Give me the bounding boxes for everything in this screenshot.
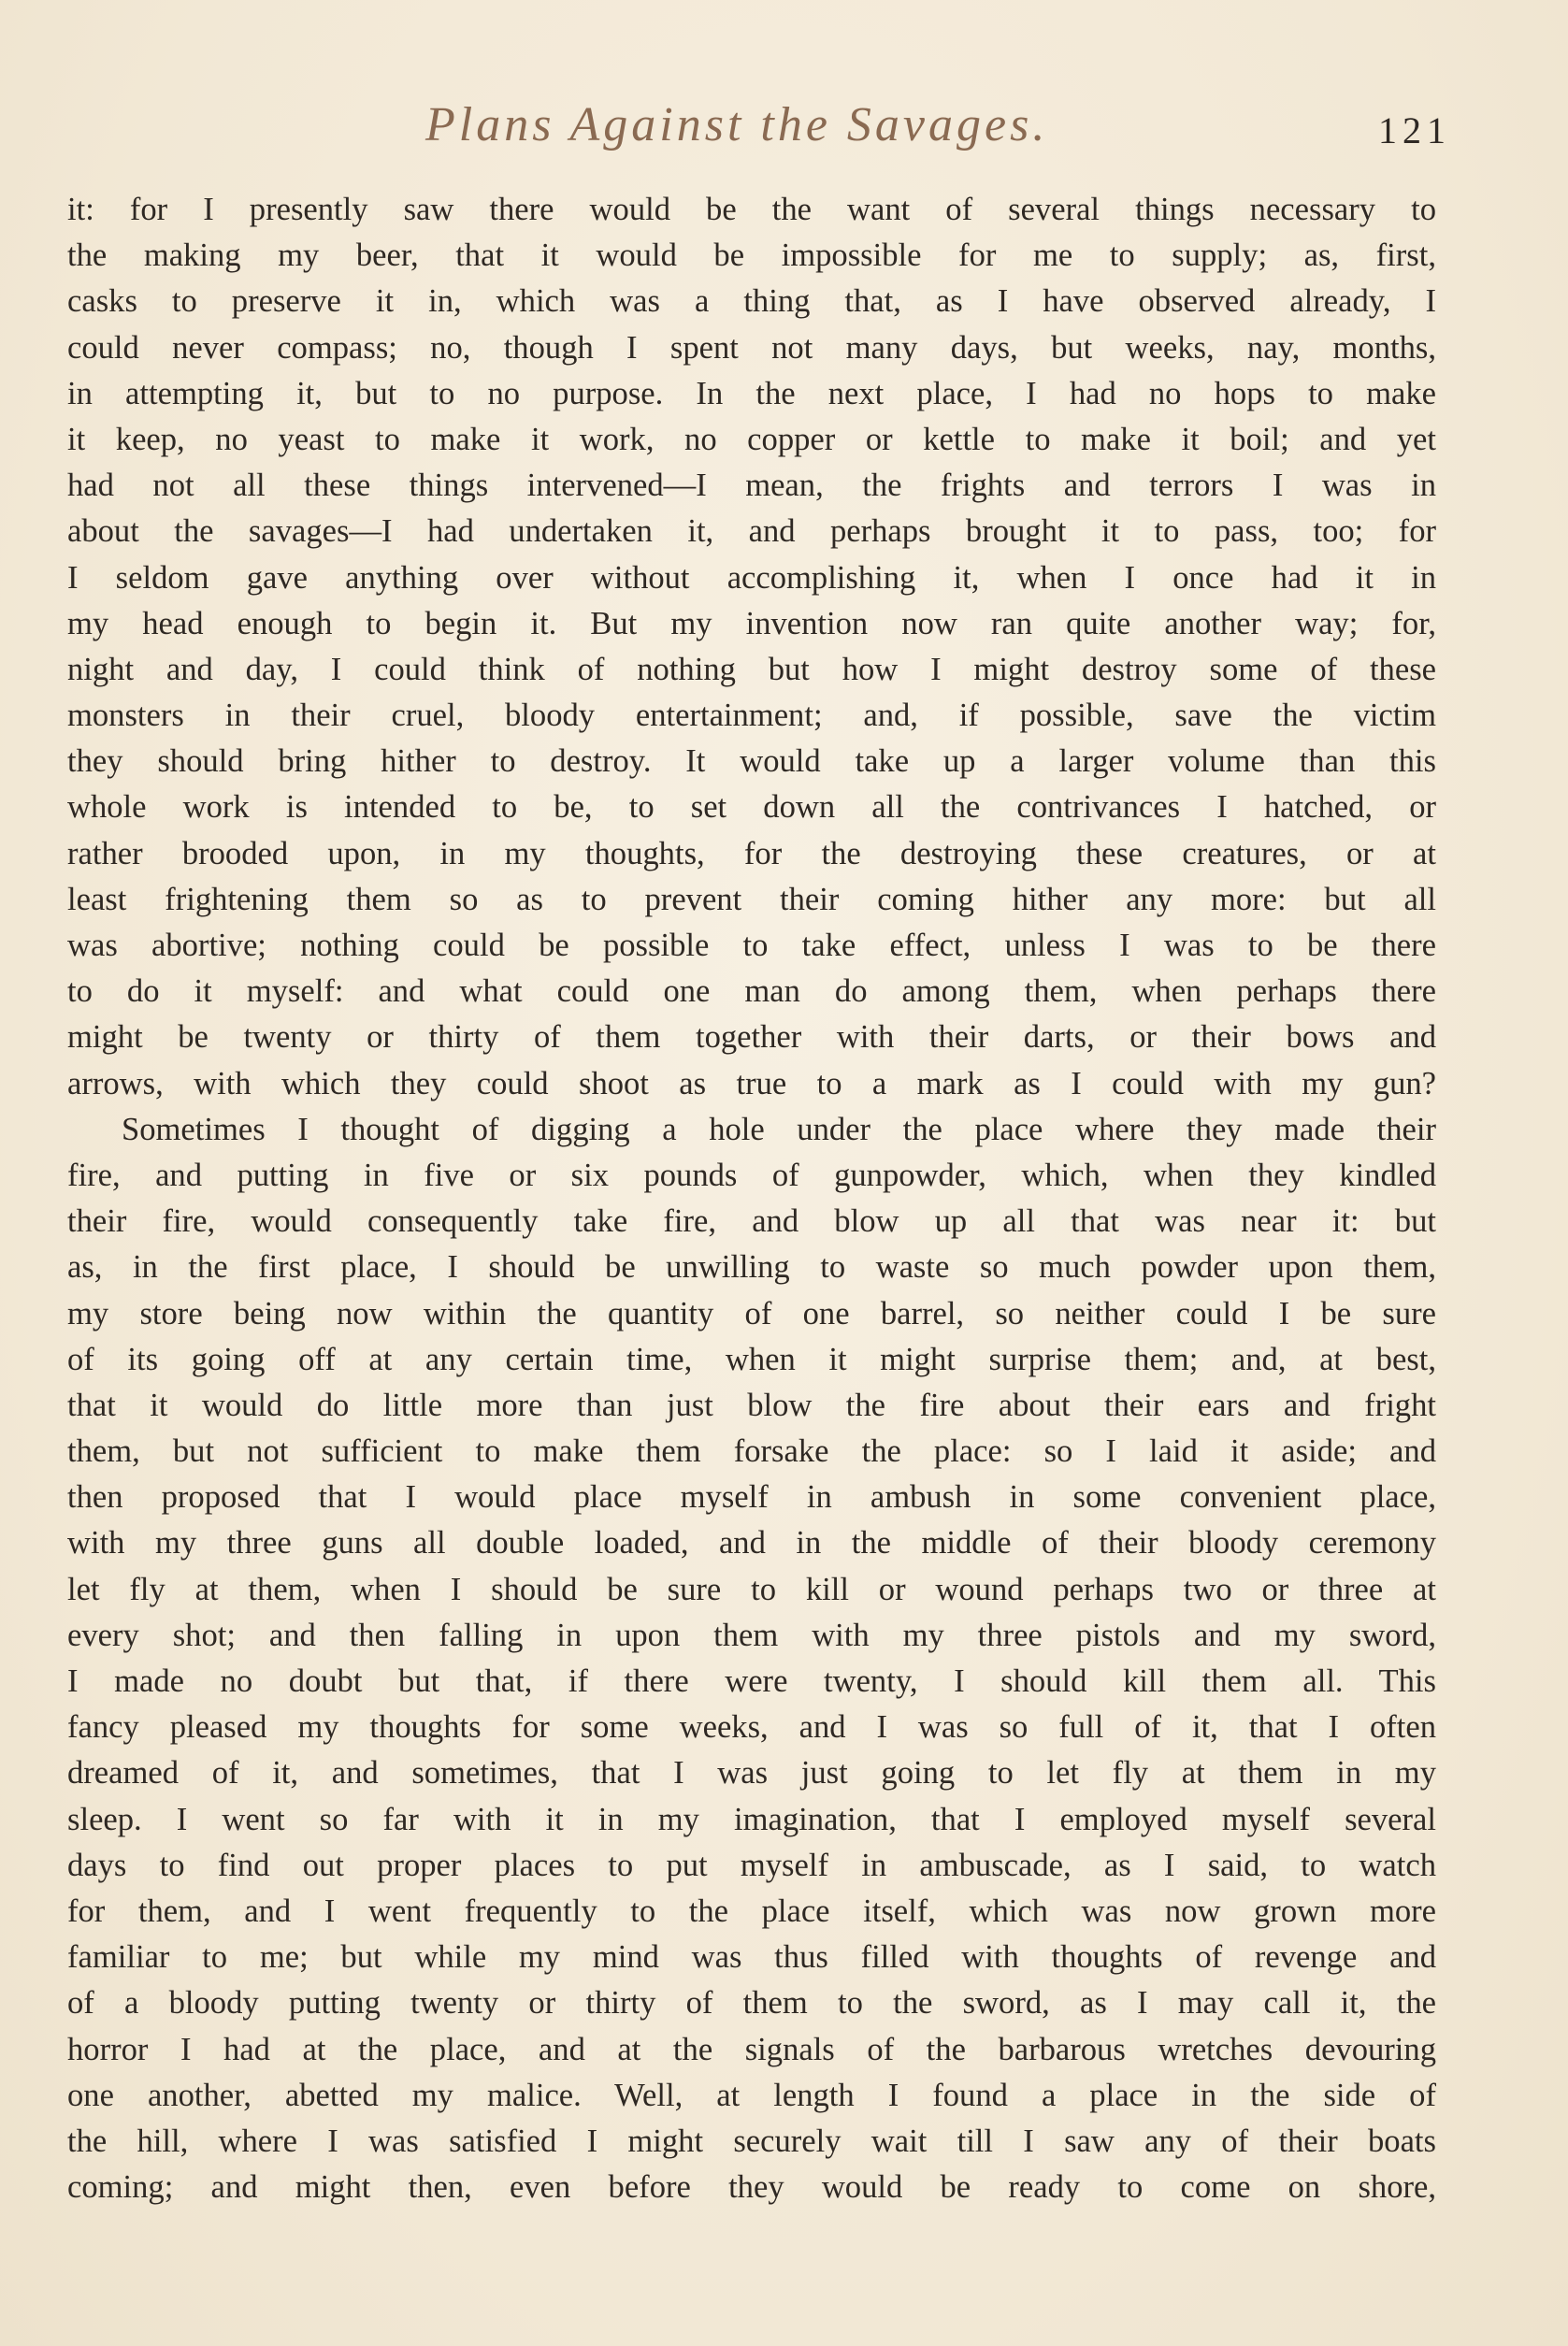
text-line: I seldom gave anything over without accomplishing it, when I once had it in (67, 559, 1436, 596)
body-text (67, 187, 1436, 2210)
text-line: their fire, would consequently take fire, and blow up all that was near it: but (67, 1203, 1436, 1240)
text-line: monsters in their cruel, bloody entertainment; and, if possible, save the victim (67, 698, 1436, 734)
text-line: whole work is intended to be, to set down all the contrivances I hatched, or (67, 789, 1436, 826)
text-line: my head enough to begin it. But my invention now ran quite another way; for, (67, 605, 1436, 641)
paragraph-start-line: Sometimes I thought of digging a hole under the place where they made their (122, 1111, 1436, 1147)
text-line: might be twenty or thirty of them together with their darts, or their bows and (67, 1019, 1436, 1056)
text-line: one another, abetted my malice. Well, at length I found a place in the side of (67, 2077, 1436, 2113)
text-line: of a bloody putting twenty or thirty of them to the sword, as I may call it, the (67, 1985, 1436, 2022)
text-line: sleep. I went so far with it in my imagination, that I employed myself several (67, 1801, 1436, 1837)
text-line: that it would do little more than just blow the fire about their ears and fright (67, 1387, 1436, 1423)
text-line: casks to preserve it in, which was a thing that, as I have observed already, I (67, 283, 1436, 320)
text-line: my store being now within the quantity of one barrel, so neither could I be sure (67, 1295, 1436, 1331)
text-line: with my three guns all double loaded, and in the middle of their bloody ceremony (67, 1525, 1436, 1562)
text-line: coming; and might then, even before they would be ready to come on shore, (67, 2169, 1436, 2206)
text-line: rather brooded upon, in my thoughts, for the destroying these creatures, or at (67, 835, 1436, 871)
text-line: as, in the first place, I should be unwilling to waste so much powder upon them, (67, 1249, 1436, 1286)
text-line: the making my beer, that it would be impossible for me to supply; as, first, (67, 237, 1436, 274)
text-line: them, but not sufficient to make them forsake the place: so I laid it aside; and (67, 1433, 1436, 1470)
text-line: had not all these things intervened—I mean, the frights and terrors I was in (67, 468, 1436, 504)
text-line: then proposed that I would place myself in ambush in some convenient place, (67, 1479, 1436, 1516)
running-head: Plans Against the Savages. (425, 98, 1049, 151)
text-line: it keep, no yeast to make it work, no copper or kettle to make it boil; and yet (67, 421, 1436, 457)
text-line: fancy pleased my thoughts for some weeks, and I was so full of it, that I often (67, 1709, 1436, 1746)
text-line: familiar to me; but while my mind was thus filled with thoughts of revenge and (67, 1939, 1436, 1976)
text-line: I made no doubt but that, if there were twenty, I should kill them all. This (67, 1663, 1436, 1699)
text-line: was abortive; nothing could be possible to take effect, unless I was to be there (67, 928, 1436, 963)
text-line: for them, and I went frequently to the place itself, which was now grown more (67, 1893, 1436, 1929)
text-line: every shot; and then falling in upon them with my three pistols and my sword, (67, 1617, 1436, 1653)
text-line: of its going off at any certain time, when it might surprise them; and, at best, (67, 1341, 1436, 1377)
text-line: let fly at them, when I should be sure to kill or wound perhaps two or three at (67, 1571, 1436, 1607)
text-line: to do it myself: and what could one man do among them, when perhaps there (67, 973, 1436, 1010)
text-line: could never compass; no, though I spent not many days, but weeks, nay, months, (67, 329, 1436, 366)
text-line: it: for I presently saw there would be the want of several things necessary to (67, 192, 1436, 227)
text-line: horror I had at the place, and at the signals of the barbarous wretches devouring (67, 2031, 1436, 2067)
text-line: least frightening them so as to prevent their coming hither any more: but all (67, 881, 1436, 917)
text-line: about the savages—I had undertaken it, and perhaps brought it to pass, too; for (67, 513, 1436, 550)
text-line: night and day, I could think of nothing but how I might destroy some of these (67, 651, 1436, 687)
page-number: 121 (1378, 109, 1451, 151)
text-line: in attempting it, but to no purpose. In the next place, I had no hops to make (67, 375, 1436, 411)
text-line: days to find out proper places to put myself in ambuscade, as I said, to watch (67, 1847, 1436, 1883)
text-line: arrows, with which they could shoot as true to a mark as I could with my gun? (67, 1065, 1436, 1101)
text-line: dreamed of it, and sometimes, that I was just going to let fly at them in my (67, 1755, 1436, 1792)
text-line: fire, and putting in five or six pounds of gunpowder, which, when they kindled (67, 1157, 1436, 1193)
text-line: the hill, where I was satisfied I might securely wait till I saw any of their boats (67, 2123, 1436, 2159)
text-line: they should bring hither to destroy. It would take up a larger volume than this (67, 743, 1436, 780)
